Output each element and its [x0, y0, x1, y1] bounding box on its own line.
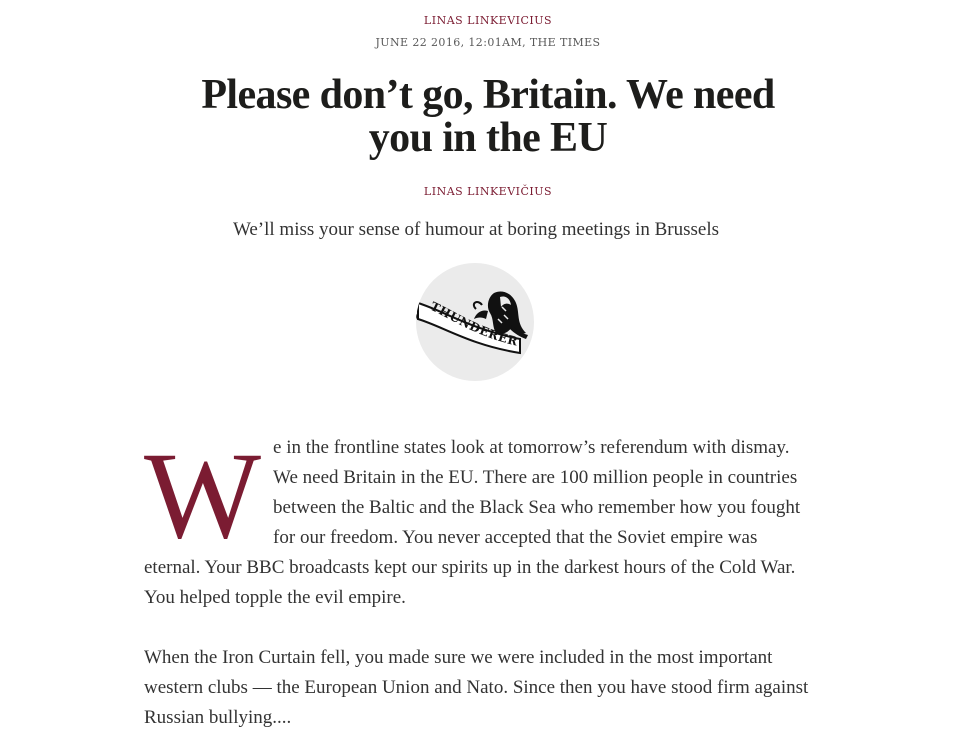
drop-cap: W: [144, 427, 262, 564]
dateline: JUNE 22 2016, 12:01AM, THE TIMES: [375, 36, 601, 49]
article-standfirst: We’ll miss your sense of humour at boring meetings in Brussels: [232, 219, 720, 240]
thunderer-lion-icon: [416, 263, 534, 381]
paragraph-text: e in the frontline states look at tomorrow’s referendum with dismay. We need Britain in the EU. There are 100 million people in countries between the Baltic and the Black Sea who remember how you fought for our freedom. You never accepted that the Soviet empire was eternal. Your BBC broadcasts kept our spirits up in the darkest hours of the Cold War. You helped topple the evil empire.: [144, 437, 801, 608]
author-byline[interactable]: LINAS LINKEVIČIUS: [423, 185, 553, 198]
article-headline: Please don’t go, Britain. We need you in the EU: [201, 72, 775, 161]
column-label: LINAS LINKEVICIUS: [423, 14, 553, 27]
article-body: [144, 427, 812, 733]
paragraph: [144, 427, 812, 613]
paragraph: When the Iron Curtain fell, you made sure we were included in the most important western clubs — the European Union and Nato. Since then you have stood firm against Russian bullying....: [144, 647, 809, 728]
logo-wordmark: THUNDERER: [428, 299, 520, 349]
thunderer-logo: [416, 263, 534, 381]
